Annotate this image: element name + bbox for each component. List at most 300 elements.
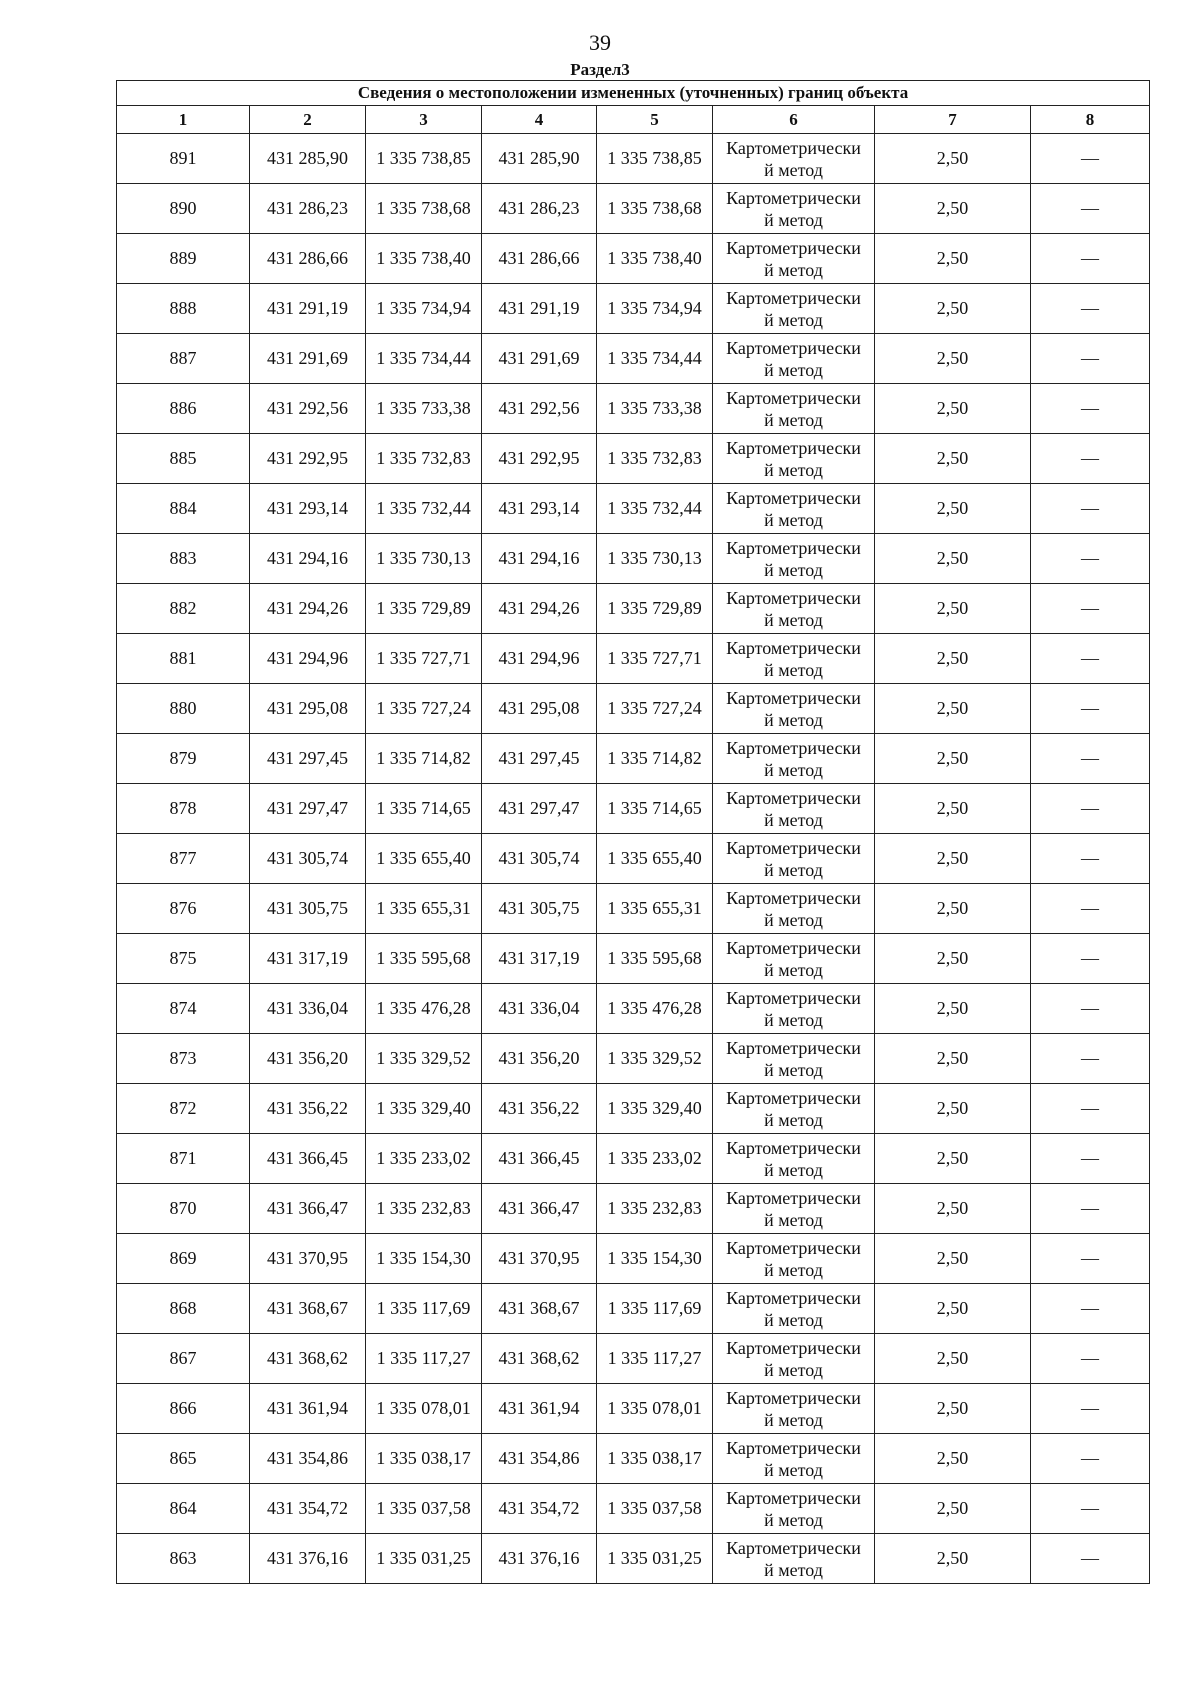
cell-x1: 431 356,20 bbox=[250, 1034, 366, 1084]
method-line-1: Картометрически bbox=[726, 237, 861, 258]
cell-y1: 1 335 727,71 bbox=[366, 634, 482, 684]
cell-description: — bbox=[1031, 234, 1150, 284]
cell-method bbox=[713, 584, 875, 634]
cell-n: 879 bbox=[117, 734, 250, 784]
table-row bbox=[117, 1534, 1150, 1584]
table-row bbox=[117, 934, 1150, 984]
cell-x2: 431 354,86 bbox=[482, 1434, 597, 1484]
cell-description: — bbox=[1031, 634, 1150, 684]
method-line-2: й метод bbox=[764, 1109, 823, 1130]
table-row bbox=[117, 1434, 1150, 1484]
cell-x2: 431 286,23 bbox=[482, 184, 597, 234]
cell-y1: 1 335 738,68 bbox=[366, 184, 482, 234]
cell-y2: 1 335 727,71 bbox=[597, 634, 713, 684]
cell-x1: 431 354,72 bbox=[250, 1484, 366, 1534]
method-line-1: Картометрически bbox=[726, 487, 861, 508]
cell-accuracy: 2,50 bbox=[875, 934, 1031, 984]
cell-accuracy: 2,50 bbox=[875, 334, 1031, 384]
cell-y1: 1 335 714,82 bbox=[366, 734, 482, 784]
cell-y1: 1 335 329,40 bbox=[366, 1084, 482, 1134]
cell-n: 882 bbox=[117, 584, 250, 634]
cell-x1: 431 361,94 bbox=[250, 1384, 366, 1434]
cell-x1: 431 292,56 bbox=[250, 384, 366, 434]
table-row bbox=[117, 534, 1150, 584]
method-line-1: Картометрически bbox=[726, 1487, 861, 1508]
cell-x2: 431 305,75 bbox=[482, 884, 597, 934]
method-line-1: Картометрически bbox=[726, 787, 861, 808]
cell-description: — bbox=[1031, 484, 1150, 534]
cell-method bbox=[713, 1484, 875, 1534]
table-row bbox=[117, 634, 1150, 684]
cell-y2: 1 335 154,30 bbox=[597, 1234, 713, 1284]
cell-x1: 431 368,62 bbox=[250, 1334, 366, 1384]
cell-description: — bbox=[1031, 384, 1150, 434]
cell-description: — bbox=[1031, 184, 1150, 234]
cell-method bbox=[713, 1184, 875, 1234]
table-row bbox=[117, 384, 1150, 434]
method-line-2: й метод bbox=[764, 1309, 823, 1330]
cell-method bbox=[713, 984, 875, 1034]
cell-method bbox=[713, 784, 875, 834]
cell-method bbox=[713, 834, 875, 884]
method-line-1: Картометрически bbox=[726, 1237, 861, 1258]
method-line-2: й метод bbox=[764, 759, 823, 780]
cell-x2: 431 294,96 bbox=[482, 634, 597, 684]
cell-x1: 431 292,95 bbox=[250, 434, 366, 484]
cell-accuracy: 2,50 bbox=[875, 1234, 1031, 1284]
cell-description: — bbox=[1031, 1384, 1150, 1434]
method-line-1: Картометрически bbox=[726, 187, 861, 208]
method-line-1: Картометрически bbox=[726, 987, 861, 1008]
method-line-2: й метод bbox=[764, 909, 823, 930]
cell-n: 866 bbox=[117, 1384, 250, 1434]
cell-x2: 431 354,72 bbox=[482, 1484, 597, 1534]
cell-accuracy: 2,50 bbox=[875, 584, 1031, 634]
cell-n: 867 bbox=[117, 1334, 250, 1384]
cell-method bbox=[713, 484, 875, 534]
table-caption: Сведения о местоположении измененных (уточненных) границ объекта bbox=[117, 81, 1150, 106]
cell-method bbox=[713, 1334, 875, 1384]
method-line-1: Картометрически bbox=[726, 1037, 861, 1058]
column-number-1: 1 bbox=[117, 106, 250, 134]
cell-accuracy: 2,50 bbox=[875, 1384, 1031, 1434]
cell-y1: 1 335 476,28 bbox=[366, 984, 482, 1034]
cell-description: — bbox=[1031, 134, 1150, 184]
cell-x1: 431 291,69 bbox=[250, 334, 366, 384]
cell-accuracy: 2,50 bbox=[875, 1534, 1031, 1584]
cell-method bbox=[713, 534, 875, 584]
cell-y1: 1 335 117,69 bbox=[366, 1284, 482, 1334]
cell-x2: 431 294,26 bbox=[482, 584, 597, 634]
cell-description: — bbox=[1031, 284, 1150, 334]
cell-y1: 1 335 738,40 bbox=[366, 234, 482, 284]
cell-accuracy: 2,50 bbox=[875, 384, 1031, 434]
cell-x1: 431 356,22 bbox=[250, 1084, 366, 1134]
cell-y1: 1 335 154,30 bbox=[366, 1234, 482, 1284]
table-row bbox=[117, 684, 1150, 734]
cell-x1: 431 376,16 bbox=[250, 1534, 366, 1584]
cell-n: 874 bbox=[117, 984, 250, 1034]
method-line-2: й метод bbox=[764, 1409, 823, 1430]
cell-method bbox=[713, 1134, 875, 1184]
method-line-2: й метод bbox=[764, 1359, 823, 1380]
table-row bbox=[117, 1384, 1150, 1434]
cell-description: — bbox=[1031, 1484, 1150, 1534]
cell-x1: 431 305,75 bbox=[250, 884, 366, 934]
cell-x1: 431 295,08 bbox=[250, 684, 366, 734]
column-number-3: 3 bbox=[366, 106, 482, 134]
cell-x2: 431 293,14 bbox=[482, 484, 597, 534]
method-line-2: й метод bbox=[764, 1559, 823, 1580]
cell-x1: 431 368,67 bbox=[250, 1284, 366, 1334]
cell-n: 886 bbox=[117, 384, 250, 434]
cell-n: 870 bbox=[117, 1184, 250, 1234]
cell-x1: 431 305,74 bbox=[250, 834, 366, 884]
cell-accuracy: 2,50 bbox=[875, 284, 1031, 334]
cell-x1: 431 294,16 bbox=[250, 534, 366, 584]
cell-y2: 1 335 476,28 bbox=[597, 984, 713, 1034]
cell-method bbox=[713, 234, 875, 284]
cell-y2: 1 335 732,44 bbox=[597, 484, 713, 534]
table-body bbox=[117, 134, 1150, 1584]
cell-description: — bbox=[1031, 784, 1150, 834]
cell-y1: 1 335 732,83 bbox=[366, 434, 482, 484]
column-number-8: 8 bbox=[1031, 106, 1150, 134]
boundary-coordinates-table bbox=[116, 80, 1150, 1584]
cell-method bbox=[713, 1034, 875, 1084]
table-row bbox=[117, 984, 1150, 1034]
cell-x2: 431 285,90 bbox=[482, 134, 597, 184]
cell-accuracy: 2,50 bbox=[875, 734, 1031, 784]
cell-y1: 1 335 232,83 bbox=[366, 1184, 482, 1234]
cell-n: 889 bbox=[117, 234, 250, 284]
method-line-1: Картометрически bbox=[726, 887, 861, 908]
cell-accuracy: 2,50 bbox=[875, 684, 1031, 734]
method-line-1: Картометрически bbox=[726, 287, 861, 308]
cell-y2: 1 335 714,65 bbox=[597, 784, 713, 834]
method-line-1: Картометрически bbox=[726, 1387, 861, 1408]
cell-y2: 1 335 078,01 bbox=[597, 1384, 713, 1434]
cell-x1: 431 366,47 bbox=[250, 1184, 366, 1234]
cell-y2: 1 335 595,68 bbox=[597, 934, 713, 984]
cell-x2: 431 336,04 bbox=[482, 984, 597, 1034]
cell-accuracy: 2,50 bbox=[875, 1334, 1031, 1384]
cell-y2: 1 335 655,31 bbox=[597, 884, 713, 934]
cell-x2: 431 297,45 bbox=[482, 734, 597, 784]
table-row bbox=[117, 1334, 1150, 1384]
table-row bbox=[117, 784, 1150, 834]
cell-x2: 431 295,08 bbox=[482, 684, 597, 734]
table-row bbox=[117, 734, 1150, 784]
cell-n: 888 bbox=[117, 284, 250, 334]
method-line-2: й метод bbox=[764, 659, 823, 680]
method-line-2: й метод bbox=[764, 959, 823, 980]
cell-x2: 431 368,62 bbox=[482, 1334, 597, 1384]
cell-y2: 1 335 031,25 bbox=[597, 1534, 713, 1584]
method-line-2: й метод bbox=[764, 1209, 823, 1230]
cell-y2: 1 335 233,02 bbox=[597, 1134, 713, 1184]
cell-method bbox=[713, 934, 875, 984]
method-line-2: й метод bbox=[764, 359, 823, 380]
cell-y1: 1 335 233,02 bbox=[366, 1134, 482, 1184]
method-line-1: Картометрически bbox=[726, 587, 861, 608]
cell-y2: 1 335 329,52 bbox=[597, 1034, 713, 1084]
cell-n: 864 bbox=[117, 1484, 250, 1534]
method-line-1: Картометрически bbox=[726, 137, 861, 158]
cell-y2: 1 335 738,85 bbox=[597, 134, 713, 184]
cell-description: — bbox=[1031, 434, 1150, 484]
method-line-1: Картометрически bbox=[726, 1337, 861, 1358]
cell-x2: 431 361,94 bbox=[482, 1384, 597, 1434]
method-line-1: Картометрически bbox=[726, 1087, 861, 1108]
column-number-2: 2 bbox=[250, 106, 366, 134]
cell-x1: 431 285,90 bbox=[250, 134, 366, 184]
cell-y1: 1 335 733,38 bbox=[366, 384, 482, 434]
method-line-1: Картометрически bbox=[726, 1137, 861, 1158]
method-line-2: й метод bbox=[764, 209, 823, 230]
cell-method bbox=[713, 1534, 875, 1584]
cell-n: 884 bbox=[117, 484, 250, 534]
cell-y2: 1 335 732,83 bbox=[597, 434, 713, 484]
cell-accuracy: 2,50 bbox=[875, 484, 1031, 534]
cell-y1: 1 335 734,94 bbox=[366, 284, 482, 334]
cell-y1: 1 335 117,27 bbox=[366, 1334, 482, 1384]
method-line-2: й метод bbox=[764, 809, 823, 830]
method-line-1: Картометрически bbox=[726, 1287, 861, 1308]
cell-x1: 431 354,86 bbox=[250, 1434, 366, 1484]
cell-n: 890 bbox=[117, 184, 250, 234]
method-line-1: Картометрически bbox=[726, 737, 861, 758]
cell-y1: 1 335 729,89 bbox=[366, 584, 482, 634]
cell-x1: 431 366,45 bbox=[250, 1134, 366, 1184]
cell-x2: 431 297,47 bbox=[482, 784, 597, 834]
cell-description: — bbox=[1031, 1534, 1150, 1584]
method-line-1: Картометрически bbox=[726, 337, 861, 358]
cell-description: — bbox=[1031, 534, 1150, 584]
method-line-2: й метод bbox=[764, 1509, 823, 1530]
cell-x2: 431 286,66 bbox=[482, 234, 597, 284]
cell-method bbox=[713, 1434, 875, 1484]
cell-method bbox=[713, 334, 875, 384]
cell-description: — bbox=[1031, 884, 1150, 934]
method-line-2: й метод bbox=[764, 459, 823, 480]
cell-y2: 1 335 117,69 bbox=[597, 1284, 713, 1334]
cell-x2: 431 291,19 bbox=[482, 284, 597, 334]
cell-x2: 431 376,16 bbox=[482, 1534, 597, 1584]
table-row bbox=[117, 1484, 1150, 1534]
cell-method bbox=[713, 184, 875, 234]
cell-accuracy: 2,50 bbox=[875, 184, 1031, 234]
cell-y2: 1 335 730,13 bbox=[597, 534, 713, 584]
cell-accuracy: 2,50 bbox=[875, 1484, 1031, 1534]
cell-n: 881 bbox=[117, 634, 250, 684]
column-number-row bbox=[117, 106, 1150, 134]
cell-method bbox=[713, 1384, 875, 1434]
cell-accuracy: 2,50 bbox=[875, 1134, 1031, 1184]
cell-x1: 431 286,23 bbox=[250, 184, 366, 234]
cell-x1: 431 291,19 bbox=[250, 284, 366, 334]
cell-description: — bbox=[1031, 334, 1150, 384]
cell-method bbox=[713, 1284, 875, 1334]
cell-accuracy: 2,50 bbox=[875, 234, 1031, 284]
method-line-2: й метод bbox=[764, 159, 823, 180]
method-line-1: Картометрически bbox=[726, 437, 861, 458]
cell-y1: 1 335 595,68 bbox=[366, 934, 482, 984]
cell-x1: 431 294,96 bbox=[250, 634, 366, 684]
cell-description: — bbox=[1031, 1184, 1150, 1234]
table-row bbox=[117, 434, 1150, 484]
cell-n: 883 bbox=[117, 534, 250, 584]
cell-description: — bbox=[1031, 734, 1150, 784]
cell-y2: 1 335 329,40 bbox=[597, 1084, 713, 1134]
method-line-1: Картометрически bbox=[726, 837, 861, 858]
cell-y2: 1 335 655,40 bbox=[597, 834, 713, 884]
cell-x1: 431 294,26 bbox=[250, 584, 366, 634]
cell-n: 863 bbox=[117, 1534, 250, 1584]
method-line-1: Картометрически bbox=[726, 1187, 861, 1208]
section-title: Раздел3 bbox=[570, 60, 630, 79]
cell-x1: 431 286,66 bbox=[250, 234, 366, 284]
method-line-1: Картометрически bbox=[726, 637, 861, 658]
cell-y2: 1 335 117,27 bbox=[597, 1334, 713, 1384]
cell-y1: 1 335 655,31 bbox=[366, 884, 482, 934]
cell-y2: 1 335 734,94 bbox=[597, 284, 713, 334]
cell-method bbox=[713, 884, 875, 934]
cell-description: — bbox=[1031, 1134, 1150, 1184]
cell-accuracy: 2,50 bbox=[875, 984, 1031, 1034]
cell-x2: 431 366,47 bbox=[482, 1184, 597, 1234]
cell-x1: 431 297,45 bbox=[250, 734, 366, 784]
method-line-2: й метод bbox=[764, 559, 823, 580]
cell-y2: 1 335 729,89 bbox=[597, 584, 713, 634]
method-line-1: Картометрически bbox=[726, 387, 861, 408]
method-line-1: Картометрически bbox=[726, 687, 861, 708]
cell-accuracy: 2,50 bbox=[875, 534, 1031, 584]
cell-n: 875 bbox=[117, 934, 250, 984]
cell-y1: 1 335 732,44 bbox=[366, 484, 482, 534]
table-row bbox=[117, 834, 1150, 884]
cell-y1: 1 335 038,17 bbox=[366, 1434, 482, 1484]
cell-x1: 431 370,95 bbox=[250, 1234, 366, 1284]
table-row bbox=[117, 484, 1150, 534]
cell-n: 869 bbox=[117, 1234, 250, 1284]
method-line-2: й метод bbox=[764, 609, 823, 630]
cell-description: — bbox=[1031, 1084, 1150, 1134]
cell-method bbox=[713, 134, 875, 184]
column-number-7: 7 bbox=[875, 106, 1031, 134]
method-line-1: Картометрически bbox=[726, 1537, 861, 1558]
cell-y2: 1 335 714,82 bbox=[597, 734, 713, 784]
cell-y2: 1 335 727,24 bbox=[597, 684, 713, 734]
cell-description: — bbox=[1031, 1434, 1150, 1484]
cell-x1: 431 317,19 bbox=[250, 934, 366, 984]
table-row bbox=[117, 234, 1150, 284]
cell-method bbox=[713, 434, 875, 484]
cell-y1: 1 335 738,85 bbox=[366, 134, 482, 184]
cell-y2: 1 335 038,17 bbox=[597, 1434, 713, 1484]
cell-y1: 1 335 329,52 bbox=[366, 1034, 482, 1084]
cell-description: — bbox=[1031, 584, 1150, 634]
cell-x2: 431 356,20 bbox=[482, 1034, 597, 1084]
table-row bbox=[117, 184, 1150, 234]
cell-accuracy: 2,50 bbox=[875, 884, 1031, 934]
method-line-2: й метод bbox=[764, 859, 823, 880]
cell-description: — bbox=[1031, 1284, 1150, 1334]
cell-accuracy: 2,50 bbox=[875, 634, 1031, 684]
cell-x2: 431 366,45 bbox=[482, 1134, 597, 1184]
cell-accuracy: 2,50 bbox=[875, 784, 1031, 834]
cell-y2: 1 335 738,68 bbox=[597, 184, 713, 234]
cell-n: 891 bbox=[117, 134, 250, 184]
cell-x1: 431 336,04 bbox=[250, 984, 366, 1034]
method-line-2: й метод bbox=[764, 1459, 823, 1480]
cell-y2: 1 335 733,38 bbox=[597, 384, 713, 434]
cell-x1: 431 297,47 bbox=[250, 784, 366, 834]
table-row bbox=[117, 334, 1150, 384]
cell-description: — bbox=[1031, 1034, 1150, 1084]
cell-accuracy: 2,50 bbox=[875, 834, 1031, 884]
cell-method bbox=[713, 1084, 875, 1134]
cell-n: 880 bbox=[117, 684, 250, 734]
table-row bbox=[117, 284, 1150, 334]
cell-y1: 1 335 031,25 bbox=[366, 1534, 482, 1584]
method-line-1: Картометрически bbox=[726, 537, 861, 558]
cell-n: 872 bbox=[117, 1084, 250, 1134]
cell-x2: 431 317,19 bbox=[482, 934, 597, 984]
cell-y2: 1 335 738,40 bbox=[597, 234, 713, 284]
cell-n: 868 bbox=[117, 1284, 250, 1334]
method-line-2: й метод bbox=[764, 309, 823, 330]
cell-n: 877 bbox=[117, 834, 250, 884]
method-line-2: й метод bbox=[764, 709, 823, 730]
cell-method bbox=[713, 284, 875, 334]
method-line-2: й метод bbox=[764, 1159, 823, 1180]
table-row bbox=[117, 1234, 1150, 1284]
table-row bbox=[117, 1134, 1150, 1184]
cell-accuracy: 2,50 bbox=[875, 134, 1031, 184]
table-row bbox=[117, 1184, 1150, 1234]
cell-x2: 431 305,74 bbox=[482, 834, 597, 884]
method-line-2: й метод bbox=[764, 1259, 823, 1280]
cell-method bbox=[713, 634, 875, 684]
table-row bbox=[117, 884, 1150, 934]
cell-y1: 1 335 078,01 bbox=[366, 1384, 482, 1434]
cell-x2: 431 292,56 bbox=[482, 384, 597, 434]
cell-method bbox=[713, 684, 875, 734]
cell-n: 885 bbox=[117, 434, 250, 484]
cell-y2: 1 335 734,44 bbox=[597, 334, 713, 384]
cell-description: — bbox=[1031, 684, 1150, 734]
cell-accuracy: 2,50 bbox=[875, 1284, 1031, 1334]
cell-x2: 431 368,67 bbox=[482, 1284, 597, 1334]
cell-x2: 431 292,95 bbox=[482, 434, 597, 484]
cell-description: — bbox=[1031, 1234, 1150, 1284]
cell-y2: 1 335 037,58 bbox=[597, 1484, 713, 1534]
cell-description: — bbox=[1031, 934, 1150, 984]
cell-method bbox=[713, 384, 875, 434]
column-number-6: 6 bbox=[713, 106, 875, 134]
page-number: 39 bbox=[589, 30, 611, 55]
method-line-2: й метод bbox=[764, 259, 823, 280]
table-row bbox=[117, 584, 1150, 634]
cell-x2: 431 294,16 bbox=[482, 534, 597, 584]
cell-accuracy: 2,50 bbox=[875, 1434, 1031, 1484]
cell-n: 876 bbox=[117, 884, 250, 934]
cell-accuracy: 2,50 bbox=[875, 1184, 1031, 1234]
cell-accuracy: 2,50 bbox=[875, 1084, 1031, 1134]
cell-n: 865 bbox=[117, 1434, 250, 1484]
cell-y1: 1 335 734,44 bbox=[366, 334, 482, 384]
